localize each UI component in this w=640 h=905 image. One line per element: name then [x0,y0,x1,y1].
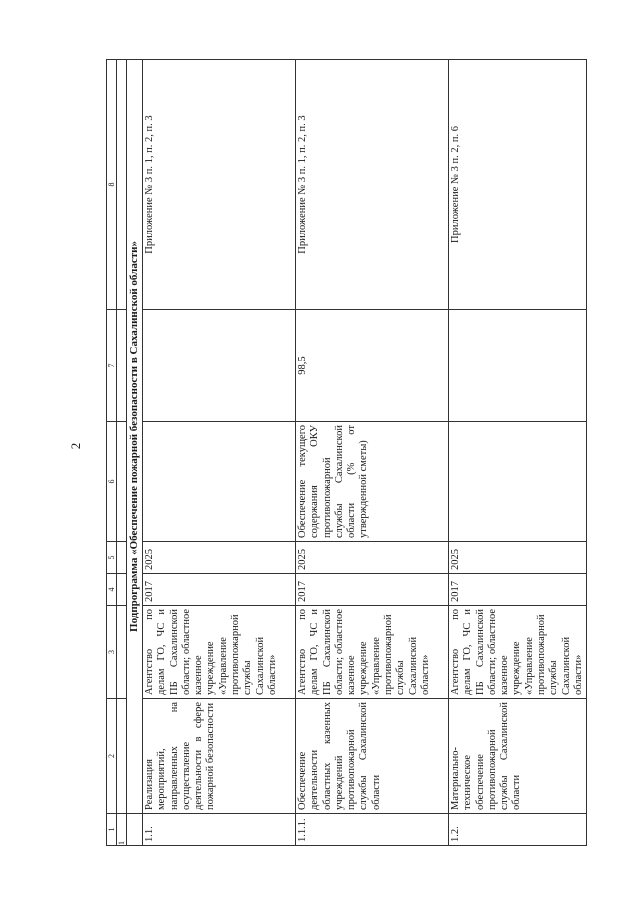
row-number: 1.1.1. [296,814,449,846]
executor: Агентство по делам ГО, ЧС и ПБ Сахалинской области; областное казенное учреждение «Управление противопожарной службы Сахалинской области» [296,606,449,699]
table-row [449,60,587,846]
indicator-value [143,310,296,422]
rotated-table-container [106,60,584,846]
reference: Приложение № 3 п. 1, п. 2, п. 3 [296,60,449,310]
executor: Агентство по делам ГО, ЧС и ПБ Сахалинской области; областное казенное учреждение «Управление противопожарной службы Сахалинской области» [449,606,587,699]
col-number: 5 [107,542,117,574]
sub-number: 1 [117,814,127,846]
col-number: 4 [107,574,117,606]
row-number: 1.1. [143,814,296,846]
activity-name: Реализация мероприятий, направленных на осуществление деятельности в сфере пожарной безопасности [143,699,296,814]
executor: Агентство по делам ГО, ЧС и ПБ Сахалинской области; областное казенное учреждение «Управление противопожарной службы Сахалинской области» [143,606,296,699]
start-year: 2017 [143,574,296,606]
section-row [127,60,143,846]
page-number: 2 [68,442,83,450]
table-row [296,60,449,846]
indicator: Обеспечение текущего содержания ОКУ противопожарной службы Сахалинской области (% от утвержденной сметы) [296,422,449,542]
end-year: 2025 [296,542,449,574]
indicator [449,422,587,542]
col-number: 3 [107,606,117,699]
end-year: 2025 [449,542,587,574]
section-title: Подпрограмма «Обеспечение пожарной безопасности в Сахалинской области» [127,60,143,814]
table-row [143,60,296,846]
sub-number-row [117,60,127,846]
indicator-value: 98,5 [296,310,449,422]
end-year: 2025 [143,542,296,574]
col-number: 7 [107,310,117,422]
start-year: 2017 [296,574,449,606]
reference: Приложение № 3 п. 1, п. 2, п. 3 [143,60,296,310]
row-number: 1.2. [449,814,587,846]
column-number-row [107,60,117,846]
col-number: 2 [107,699,117,814]
activity-name: Материально-техническое обеспечение противопожарной службы Сахалинской области [449,699,587,814]
activity-name: Обеспечение деятельности областных казенных учреждений противопожарной службы Сахалинской области [296,699,449,814]
program-table [106,59,587,846]
col-number: 8 [107,60,117,310]
start-year: 2017 [449,574,587,606]
indicator [143,422,296,542]
col-number: 1 [107,814,117,846]
col-number: 6 [107,422,117,542]
indicator-value [449,310,587,422]
reference: Приложение № 3 п. 2, п. 6 [449,60,587,310]
